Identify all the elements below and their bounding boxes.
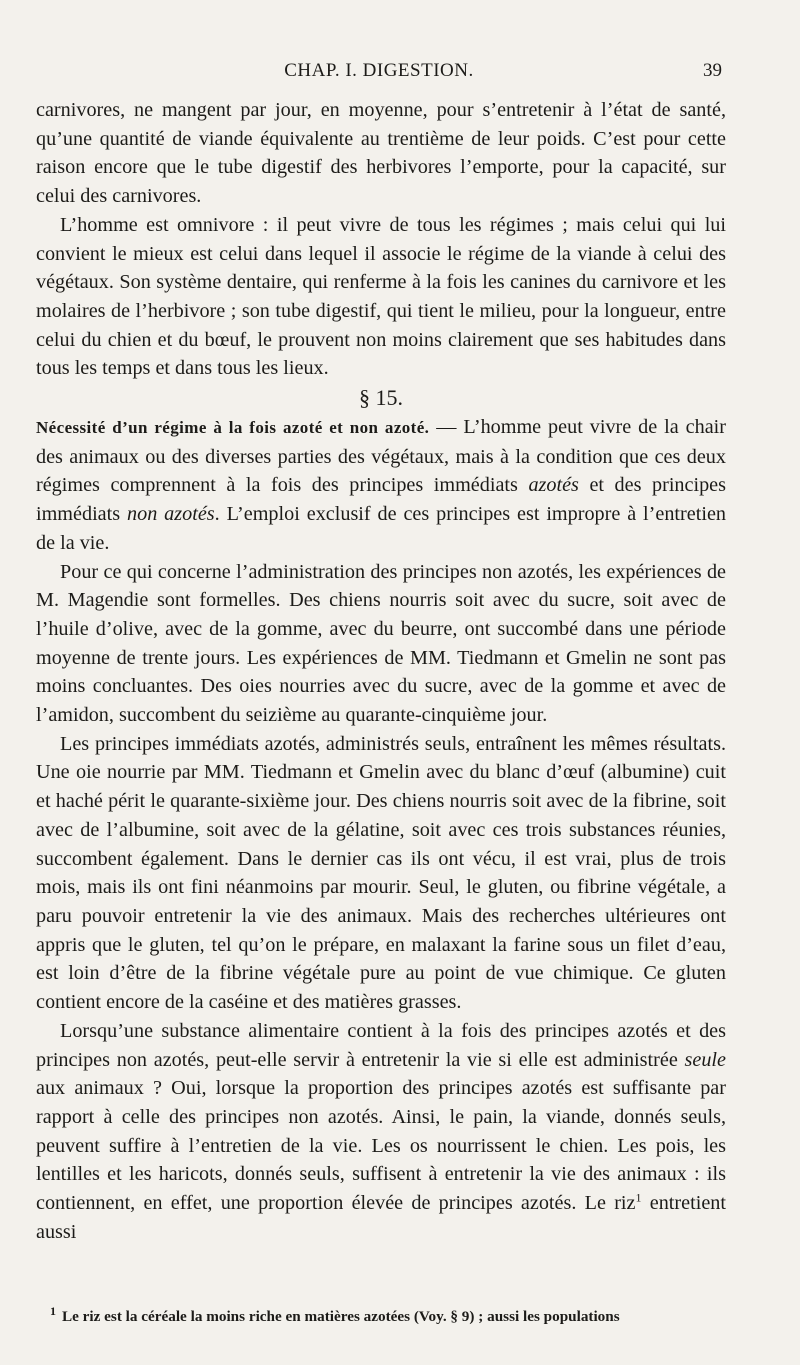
chapter-title: CHAP. I. DIGESTION. xyxy=(284,60,474,81)
running-head xyxy=(36,60,722,88)
footnote-reference[interactable]: 1 xyxy=(635,1190,642,1205)
paragraph-4: Pour ce qui concerne l’administration des principes non azotés, les expériences de M. Magendie sont formelles. Des chiens nourris soit avec du sucre, soit avec de l’huile d’olive, avec de la gomme, avec du beurre, ont succombé dans une période moyenne de trente jours. Les expériences de MM. Tiedmann et Gmelin ne sont pas moins concluantes. Des oies nourries avec du sucre, avec de la gomme et avec de l’amidon, succombent du seizième au quarante-cinquième jour. xyxy=(36,560,726,727)
paragraph-6-text-c: entretient aussi xyxy=(36,1192,726,1243)
paragraph-3-text-a: — L’homme peut vivre de la chair des animaux ou des diverses parties des végétaux, mais à la condition que ces deux régimes comprennent à la fois des principes immédiats xyxy=(36,416,726,497)
emphasis-non-azotes: non azotés xyxy=(127,503,215,526)
paragraph-6-text-a: Lorsqu’une substance alimentaire contient à la fois des principes azotés et des principes non azotés, peut-elle servir à entretenir la vie si elle est administrée xyxy=(36,1019,726,1071)
paragraph-6-text-b: aux animaux ? Oui, lorsque la proportion des principes azotés est suffisante par rapport à celle des principes non azotés. Ainsi, le pain, la viande, donnés seuls, peuvent suffire à l’entretien de la vie. Les os nourrissent le chien. Les pois, les lentilles et les haricots, donnés seuls, suffisent à entretenir la vie des animaux : ils contiennent, en effet, une proportion élevée de principes azotés. Le riz xyxy=(36,1077,726,1215)
body-text xyxy=(36,96,726,1246)
paragraph-5: Les principes immédiats azotés, administrés seuls, entraînent les mêmes résultats. Une oie nourrie par MM. Tiedmann et Gmelin avec du blanc d’œuf (albumine) cuit et haché périt le quarante-sixième jour. Des chiens nourris soit avec de la fibrine, soit avec de l’albumine, soit avec de la gélatine, soit avec ces trois substances réunies, succombent également. Dans le dernier cas ils ont vécu, il est vrai, plus de trois mois, mais ils ont fini néanmoins par mourir. Seul, le gluten, ou fibrine végétale, a paru pouvoir entretenir la vie des animaux. Mais des recherches ultérieures ont appris que le gluten, tel qu’on le prépare, en malaxant la farine sous un filet d’eau, est loin d’être de la fibrine végétale pure au point de vue chimique. Ce gluten contient encore de la caséine et des matières grasses. xyxy=(36,732,726,1014)
paragraph-3 xyxy=(36,413,726,558)
paragraph-6 xyxy=(36,1017,726,1247)
footnote-text: Le riz est la céréale la moins riche en matières azotées (Voy. § 9) ; aussi les populations xyxy=(62,1308,620,1325)
footnote-mark: 1 xyxy=(50,1303,56,1318)
emphasis-seule: seule xyxy=(684,1048,726,1071)
section-number: § 15. xyxy=(359,385,403,411)
paragraph-3-text-c: . L’emploi exclusif de ces principes est impropre à l’entretien de la vie. xyxy=(36,503,726,554)
section-heading: Nécessité d’un régime à la fois azoté et non azoté. xyxy=(36,418,430,438)
paragraph-1: carnivores, ne mangent par jour, en moyenne, pour s’entretenir à l’état de santé, qu’une quantité de viande équivalente au trentième de leur poids. C’est pour cette raison encore que le tube digestif des herbivores l’emporte, pour la capacité, sur celui des carnivores. xyxy=(36,99,726,208)
emphasis-azotes: azotés xyxy=(528,474,579,497)
paragraph-2: L’homme est omnivore : il peut vivre de tous les régimes ; mais celui qui lui convient le mieux est celui dans lequel il associe le régime de la viande à celui des végétaux. Son système dentaire, qui renferme à la fois les canines du carnivore et les molaires de l’herbivore ; son tube digestif, qui tient le milieu, pour la longueur, entre celui du chien et du bœuf, le prouvent non moins clairement que ses habitudes dans tous les temps et dans tous les lieux. xyxy=(36,213,726,380)
page-number: 39 xyxy=(703,60,722,81)
footnote xyxy=(50,1303,726,1328)
paragraph-3-text-b: et des principes immédiats xyxy=(36,474,727,526)
